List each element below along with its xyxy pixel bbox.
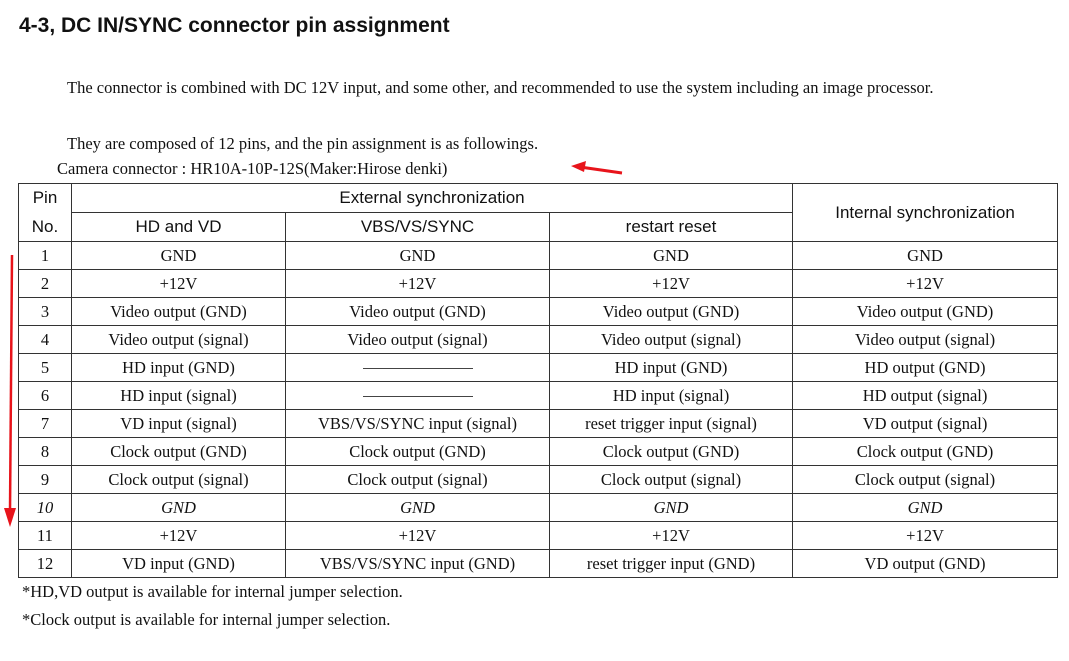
table-header-row <box>19 184 1058 213</box>
hd-vd-cell: HD input (signal) <box>72 382 286 410</box>
restart-reset-cell: Clock output (GND) <box>550 438 793 466</box>
internal-sync-cell: Video output (GND) <box>793 298 1058 326</box>
internal-sync-cell: VD output (GND) <box>793 550 1058 578</box>
vbs-vs-sync-cell: +12V <box>286 270 550 298</box>
footnotes <box>22 578 403 634</box>
restart-reset-cell: HD input (signal) <box>550 382 793 410</box>
pin-number: 8 <box>19 438 72 466</box>
internal-sync-cell: GND <box>793 494 1058 522</box>
hd-vd-header: HD and VD <box>72 213 286 242</box>
restart-reset-cell: reset trigger input (GND) <box>550 550 793 578</box>
external-sync-header: External synchronization <box>72 184 793 213</box>
hd-vd-cell: VD input (signal) <box>72 410 286 438</box>
pin-number: 1 <box>19 242 72 270</box>
pin-number: 10 <box>19 494 72 522</box>
arrow-connector-head <box>571 161 586 172</box>
vbs-vs-sync-cell: Clock output (GND) <box>286 438 550 466</box>
restart-reset-cell: GND <box>550 494 793 522</box>
restart-reset-header: restart reset <box>550 213 793 242</box>
pin-number: 7 <box>19 410 72 438</box>
footnote-hd-vd: *HD,VD output is available for internal jumper selection. <box>22 582 403 601</box>
pin-header-bottom: No. <box>19 213 72 242</box>
vbs-vs-sync-cell <box>286 382 550 410</box>
pin-assignment-table <box>18 183 1058 578</box>
restart-reset-cell: +12V <box>550 270 793 298</box>
pin-number: 3 <box>19 298 72 326</box>
vbs-vs-sync-cell: VBS/VS/SYNC input (signal) <box>286 410 550 438</box>
vbs-vs-sync-cell: VBS/VS/SYNC input (GND) <box>286 550 550 578</box>
vbs-vs-sync-cell: +12V <box>286 522 550 550</box>
table-row <box>19 410 1058 438</box>
table-row <box>19 494 1058 522</box>
vbs-vs-sync-cell: Video output (signal) <box>286 326 550 354</box>
footnote-clock: *Clock output is available for internal jumper selection. <box>22 610 391 629</box>
restart-reset-cell: Video output (GND) <box>550 298 793 326</box>
internal-sync-cell: Clock output (GND) <box>793 438 1058 466</box>
internal-sync-cell: VD output (signal) <box>793 410 1058 438</box>
pin-number: 2 <box>19 270 72 298</box>
internal-sync-cell: Video output (signal) <box>793 326 1058 354</box>
table-row <box>19 522 1058 550</box>
table-row <box>19 466 1058 494</box>
not-applicable-dash <box>363 396 473 397</box>
internal-sync-cell: HD output (signal) <box>793 382 1058 410</box>
internal-sync-cell: +12V <box>793 522 1058 550</box>
vbs-vs-sync-header: VBS/VS/SYNC <box>286 213 550 242</box>
hd-vd-cell: Video output (GND) <box>72 298 286 326</box>
arrow-pins-head <box>4 508 16 527</box>
arrow-connector-shaft <box>580 167 622 173</box>
hd-vd-cell: VD input (GND) <box>72 550 286 578</box>
hd-vd-cell: Clock output (GND) <box>72 438 286 466</box>
table-row <box>19 242 1058 270</box>
internal-sync-cell: GND <box>793 242 1058 270</box>
arrow-pins-shaft <box>10 255 12 512</box>
table-row <box>19 438 1058 466</box>
hd-vd-cell: HD input (GND) <box>72 354 286 382</box>
pin-number: 11 <box>19 522 72 550</box>
restart-reset-cell: Video output (signal) <box>550 326 793 354</box>
vbs-vs-sync-cell: GND <box>286 494 550 522</box>
hd-vd-cell: +12V <box>72 270 286 298</box>
table-row <box>19 326 1058 354</box>
hd-vd-cell: Video output (signal) <box>72 326 286 354</box>
not-applicable-dash <box>363 368 473 369</box>
vbs-vs-sync-cell <box>286 354 550 382</box>
pin-number: 12 <box>19 550 72 578</box>
table-row <box>19 382 1058 410</box>
vbs-vs-sync-cell: GND <box>286 242 550 270</box>
pin-number: 4 <box>19 326 72 354</box>
restart-reset-cell: reset trigger input (signal) <box>550 410 793 438</box>
pin-number: 9 <box>19 466 72 494</box>
hd-vd-cell: GND <box>72 242 286 270</box>
camera-connector-label: Camera connector : HR10A-10P-12S(Maker:Hirose denki) <box>57 159 448 178</box>
pin-header-top: Pin <box>19 184 72 213</box>
table-row <box>19 298 1058 326</box>
restart-reset-cell: HD input (GND) <box>550 354 793 382</box>
restart-reset-cell: GND <box>550 242 793 270</box>
vbs-vs-sync-cell: Clock output (signal) <box>286 466 550 494</box>
pin-number: 6 <box>19 382 72 410</box>
hd-vd-cell: Clock output (signal) <box>72 466 286 494</box>
table-row <box>19 270 1058 298</box>
vbs-vs-sync-cell: Video output (GND) <box>286 298 550 326</box>
intro-pin-count: They are composed of 12 pins, and the pin assignment is as followings. <box>67 134 539 153</box>
internal-sync-cell: HD output (GND) <box>793 354 1058 382</box>
internal-sync-cell: +12V <box>793 270 1058 298</box>
internal-sync-header: Internal synchronization <box>793 184 1058 242</box>
hd-vd-cell: GND <box>72 494 286 522</box>
internal-sync-cell: Clock output (signal) <box>793 466 1058 494</box>
page-heading: 4-3, DC IN/SYNC connector pin assignment <box>19 14 450 37</box>
pin-number: 5 <box>19 354 72 382</box>
restart-reset-cell: +12V <box>550 522 793 550</box>
restart-reset-cell: Clock output (signal) <box>550 466 793 494</box>
intro-paragraph: The connector is combined with DC 12V input, and some other, and recommended to use the system including an image processor. <box>67 78 934 97</box>
table-row <box>19 550 1058 578</box>
table-row <box>19 354 1058 382</box>
hd-vd-cell: +12V <box>72 522 286 550</box>
